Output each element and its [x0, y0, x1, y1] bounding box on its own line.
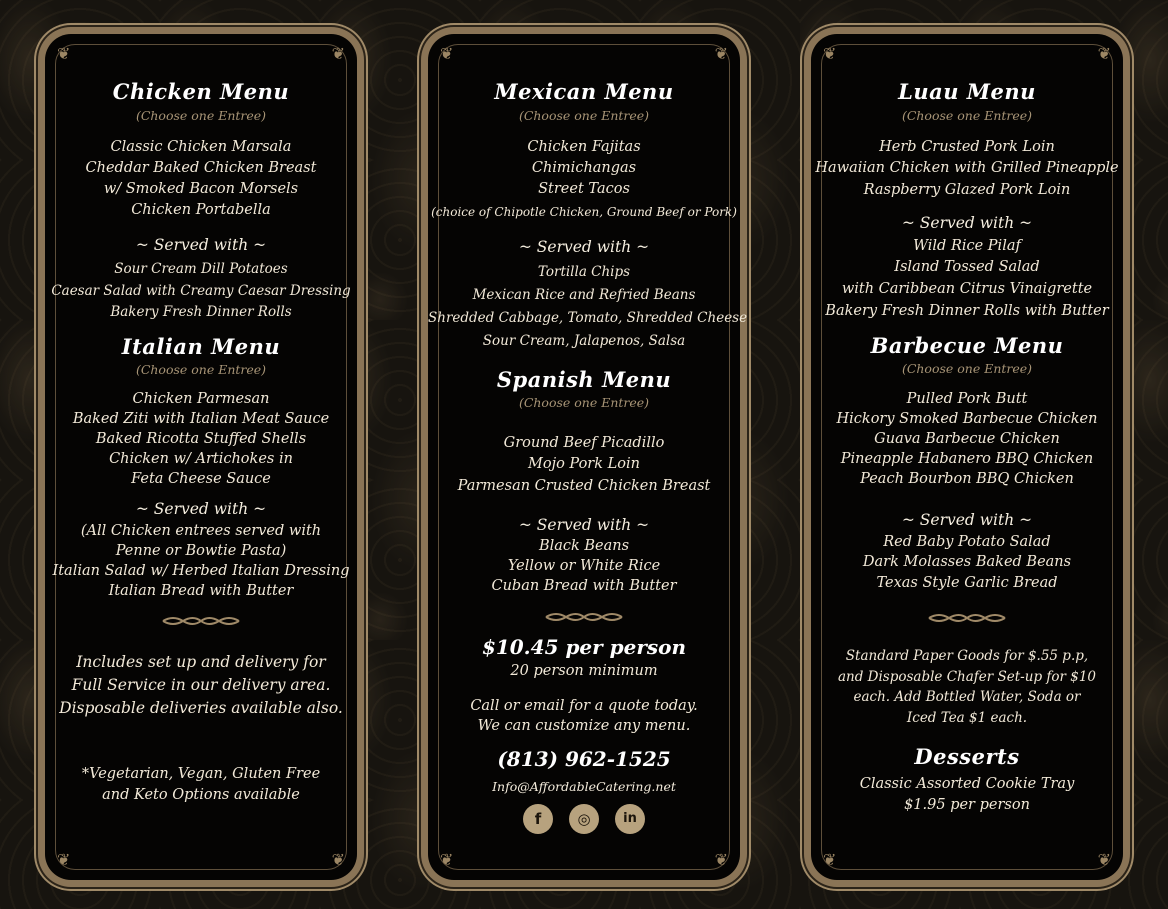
menu-item: Chicken Fajitas [527, 139, 641, 155]
corner-ornament-icon: ❦ [57, 850, 71, 869]
served-with-heading: ~ Served with ~ [901, 511, 1033, 529]
side-item: Red Baby Potato Salad [883, 534, 1051, 550]
menu-item: Cheddar Baked Chicken Breast [85, 160, 317, 176]
menu-item: Parmesan Crusted Chicken Breast [457, 478, 711, 494]
corner-ornament-icon: ❦ [331, 44, 345, 63]
side-item: Sour Cream Dill Potatoes [114, 261, 288, 277]
flourish-divider-icon [544, 610, 624, 624]
corner-ornament-icon: ❦ [1097, 44, 1111, 63]
social-links [428, 804, 740, 834]
served-with-heading: ~ Served with ~ [135, 236, 267, 254]
menu-item: Ground Beef Picadillo [503, 435, 665, 451]
side-item: Italian Bread with Butter [108, 583, 294, 599]
menu-item: Chicken Parmesan [132, 391, 270, 407]
paper-goods-line: Iced Tea $1 each. [906, 710, 1028, 726]
side-item: Sour Cream, Jalapenos, Salsa [482, 333, 686, 349]
corner-ornament-icon: ❦ [714, 44, 728, 63]
center-menu-panel [428, 34, 748, 880]
side-item: Penne or Bowtie Pasta) [115, 543, 287, 559]
spanish-menu-subtitle: (Choose one Entree) [518, 395, 650, 410]
served-with-heading: ~ Served with ~ [518, 516, 650, 534]
menu-item: Herb Crusted Pork Loin [879, 139, 1055, 155]
side-item: (All Chicken entrees served with [80, 523, 322, 539]
side-item: with Caribbean Citrus Vinaigrette [841, 281, 1093, 297]
dietary-note-line: and Keto Options available [102, 787, 300, 803]
price-per-person: $10.45 per person [481, 635, 687, 659]
luau-menu-title: Luau Menu [898, 79, 1036, 104]
menu-item: Feta Cheese Sauce [131, 471, 271, 487]
menu-item: Classic Chicken Marsala [110, 139, 292, 155]
quote-line: Call or email for a quote today. [470, 698, 698, 714]
quote-line: We can customize any menu. [477, 718, 691, 734]
facebook-icon[interactable]: f [523, 804, 553, 834]
side-item: Shredded Cabbage, Tomato, Shredded Cheese [428, 310, 748, 326]
delivery-note-line: Disposable deliveries available also. [59, 699, 343, 717]
desserts-title: Desserts [914, 744, 1020, 769]
menu-item: Chicken Portabella [131, 202, 271, 218]
served-with-heading: ~ Served with ~ [901, 214, 1033, 232]
barbecue-menu-title: Barbecue Menu [870, 333, 1064, 358]
left-menu-panel [45, 34, 357, 880]
side-item: Bakery Fresh Dinner Rolls [110, 304, 292, 320]
served-with-heading: ~ Served with ~ [135, 500, 267, 518]
italian-menu-title: Italian Menu [121, 334, 281, 359]
corner-ornament-icon: ❦ [823, 44, 837, 63]
paper-goods-line: Standard Paper Goods for $.55 p.p, [845, 648, 1089, 664]
corner-ornament-icon: ❦ [57, 44, 71, 63]
menu-item: w/ Smoked Bacon Morsels [103, 181, 299, 197]
side-item: Cuban Bread with Butter [491, 578, 677, 594]
flourish-divider-icon [161, 614, 241, 628]
delivery-note-line: Full Service in our delivery area. [71, 676, 331, 694]
side-item: Yellow or White Rice [507, 558, 661, 574]
menu-item: Baked Ziti with Italian Meat Sauce [72, 411, 330, 427]
side-item: Tortilla Chips [537, 264, 631, 280]
italian-menu-subtitle: (Choose one Entree) [135, 362, 267, 377]
dessert-price: $1.95 per person [904, 797, 1030, 813]
menu-item: Hickory Smoked Barbecue Chicken [836, 411, 1098, 427]
mexican-menu-title: Mexican Menu [494, 79, 674, 104]
corner-ornament-icon: ❦ [331, 850, 345, 869]
menu-item: Baked Ricotta Stuffed Shells [95, 431, 307, 447]
paper-goods-line: and Disposable Chafer Set-up for $10 [837, 669, 1097, 685]
menu-item: Pineapple Habanero BBQ Chicken [840, 451, 1094, 467]
menu-item-note: (choice of Chipotle Chicken, Ground Beef or Pork) [431, 205, 737, 219]
side-item: Wild Rice Pilaf [913, 238, 1021, 254]
side-item: Texas Style Garlic Bread [876, 575, 1058, 591]
menu-item: Hawaiian Chicken with Grilled Pineapple [815, 160, 1119, 176]
corner-ornament-icon: ❦ [1097, 850, 1111, 869]
corner-ornament-icon: ❦ [440, 44, 454, 63]
email-link[interactable]: Info@AffordableCatering.net [492, 779, 676, 794]
dessert-item: Classic Assorted Cookie Tray [859, 776, 1075, 792]
phone-number[interactable]: (813) 962-1525 [497, 747, 671, 771]
side-item: Italian Salad w/ Herbed Italian Dressing [52, 563, 350, 579]
menu-item: Guava Barbecue Chicken [874, 431, 1060, 447]
flourish-divider-icon [927, 611, 1007, 625]
menu-item: Raspberry Glazed Pork Loin [863, 182, 1071, 198]
menu-item: Mojo Pork Loin [528, 456, 640, 472]
luau-menu-subtitle: (Choose one Entree) [901, 108, 1033, 123]
delivery-note-line: Includes set up and delivery for [76, 653, 326, 671]
paper-goods-line: each. Add Bottled Water, Soda or [853, 689, 1081, 705]
served-with-heading: ~ Served with ~ [518, 238, 650, 256]
corner-ornament-icon: ❦ [714, 850, 728, 869]
corner-ornament-icon: ❦ [440, 850, 454, 869]
side-item: Black Beans [538, 538, 630, 554]
chicken-menu-subtitle: (Choose one Entree) [135, 108, 267, 123]
dietary-note-line: *Vegetarian, Vegan, Gluten Free [81, 766, 321, 782]
barbecue-menu-subtitle: (Choose one Entree) [901, 361, 1033, 376]
side-item: Caesar Salad with Creamy Caesar Dressing [51, 283, 351, 299]
side-item: Mexican Rice and Refried Beans [472, 287, 696, 303]
side-item: Island Tossed Salad [894, 259, 1040, 275]
mexican-menu-subtitle: (Choose one Entree) [518, 108, 650, 123]
corner-ornament-icon: ❦ [823, 850, 837, 869]
right-menu-panel [811, 34, 1123, 880]
side-item: Dark Molasses Baked Beans [862, 554, 1072, 570]
side-item: Bakery Fresh Dinner Rolls with Butter [825, 303, 1109, 319]
instagram-icon[interactable]: ◎ [569, 804, 599, 834]
menu-item: Street Tacos [538, 181, 630, 197]
menu-item: Pulled Pork Butt [906, 391, 1028, 407]
minimum-note: 20 person minimum [510, 663, 658, 679]
chicken-menu-title: Chicken Menu [112, 79, 290, 104]
menu-item: Chicken w/ Artichokes in [109, 451, 293, 467]
menu-item: Chimichangas [531, 160, 637, 176]
menu-item: Peach Bourbon BBQ Chicken [860, 471, 1074, 487]
linkedin-icon[interactable]: in [615, 804, 645, 834]
spanish-menu-title: Spanish Menu [496, 367, 672, 392]
